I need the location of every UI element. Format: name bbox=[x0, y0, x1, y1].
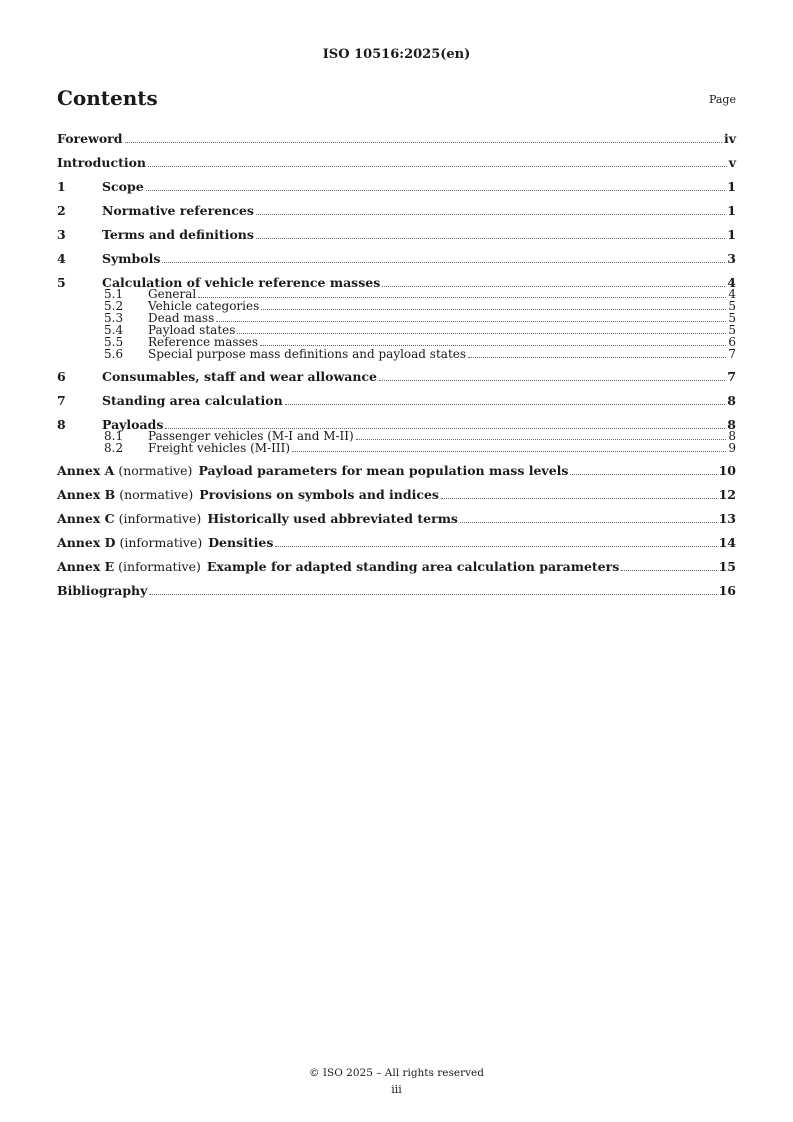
toc-entry-number: 2 bbox=[57, 203, 66, 218]
dot-leader bbox=[570, 474, 716, 475]
toc-entry-page: 1 bbox=[727, 227, 736, 242]
toc-entry[interactable] bbox=[57, 556, 736, 580]
toc-subentry-label: Payload states bbox=[148, 323, 236, 337]
page-title: Contents bbox=[57, 86, 158, 110]
toc-entry[interactable] bbox=[57, 224, 736, 248]
toc-entry[interactable] bbox=[57, 580, 736, 604]
toc-subentry-number: 8.2 bbox=[104, 441, 124, 455]
toc-subentry-page: 8 bbox=[728, 429, 736, 443]
toc-subentry-page: 5 bbox=[728, 323, 736, 337]
toc-entry-label: Bibliography bbox=[57, 583, 148, 598]
page-number: iii bbox=[391, 1083, 402, 1096]
toc-subentry-page: 9 bbox=[728, 441, 736, 455]
toc-entry-number: 6 bbox=[57, 369, 66, 384]
annex-prefix: Annex A bbox=[57, 463, 115, 478]
dot-leader bbox=[468, 357, 726, 358]
toc-entry[interactable] bbox=[57, 390, 736, 414]
toc-entry[interactable] bbox=[57, 152, 736, 176]
dot-leader bbox=[148, 166, 727, 167]
toc-entry-page: 13 bbox=[718, 511, 736, 526]
dot-leader bbox=[285, 404, 726, 405]
toc-entry-label: Provisions on symbols and indices bbox=[199, 487, 439, 502]
dot-leader bbox=[260, 345, 726, 346]
toc-entry-label: Normative references bbox=[102, 203, 254, 218]
toc-entry-number: 3 bbox=[57, 227, 66, 242]
toc-subentry-label: Passenger vehicles (M-I and M-II) bbox=[148, 429, 354, 443]
toc-entry-label: Terms and definitions bbox=[102, 227, 254, 242]
toc-entry-page: 15 bbox=[718, 559, 736, 574]
annex-kind: (informative) bbox=[119, 535, 203, 550]
dot-leader bbox=[356, 439, 727, 440]
toc-subentry[interactable] bbox=[57, 442, 736, 454]
table-of-contents bbox=[57, 128, 736, 604]
toc-entry-label: Introduction bbox=[57, 155, 147, 170]
dot-leader bbox=[621, 570, 716, 571]
toc-entry-page: 14 bbox=[718, 535, 736, 550]
annex-kind: (informative) bbox=[118, 511, 202, 526]
toc-entry[interactable] bbox=[57, 176, 736, 200]
dot-leader bbox=[261, 309, 726, 310]
toc-subentry-number: 5.6 bbox=[104, 347, 124, 361]
page-column-label: Page bbox=[708, 93, 736, 106]
toc-subentry-number: 5.3 bbox=[104, 311, 124, 325]
toc-entry-number: 5 bbox=[57, 275, 66, 290]
annex-prefix: Annex B bbox=[57, 487, 116, 502]
annex-kind: (normative) bbox=[119, 487, 194, 502]
toc-entry-page: 10 bbox=[718, 463, 736, 478]
dot-leader bbox=[379, 380, 725, 381]
toc-entry-page: 1 bbox=[727, 179, 736, 194]
annex-prefix: Annex E bbox=[57, 559, 115, 574]
dot-leader bbox=[382, 286, 725, 287]
dot-leader bbox=[256, 214, 725, 215]
toc-entry-page: 1 bbox=[727, 203, 736, 218]
toc-subentry-label: Freight vehicles (M-III) bbox=[148, 441, 291, 455]
toc-entry-page: 7 bbox=[727, 369, 736, 384]
toc-entry-number: 1 bbox=[57, 179, 66, 194]
toc-entry-label: Symbols bbox=[102, 251, 161, 266]
toc-subentry-page: 6 bbox=[728, 335, 736, 349]
toc-subentry-page: 5 bbox=[728, 299, 736, 313]
toc-subentry-number: 5.1 bbox=[104, 287, 124, 301]
toc-entry-label: Payloads bbox=[102, 417, 164, 432]
toc-subentry-number: 5.2 bbox=[104, 299, 124, 313]
toc-entry-label: Calculation of vehicle reference masses bbox=[102, 275, 381, 290]
toc-subentry-number: 5.5 bbox=[104, 335, 124, 349]
toc-entry-number: 4 bbox=[57, 251, 66, 266]
toc-entry[interactable] bbox=[57, 366, 736, 390]
toc-entry-label: Scope bbox=[102, 179, 144, 194]
annex-prefix: Annex C bbox=[57, 511, 115, 526]
toc-entry[interactable] bbox=[57, 484, 736, 508]
document-header: ISO 10516:2025(en) bbox=[322, 47, 471, 62]
dot-leader bbox=[149, 594, 716, 595]
toc-entry[interactable] bbox=[57, 200, 736, 224]
toc-subentry-label: Reference masses bbox=[148, 335, 258, 349]
toc-entry-label: Foreword bbox=[57, 131, 123, 146]
copyright-footer: © ISO 2025 – All rights reserved bbox=[309, 1067, 484, 1079]
toc-subentry-page: 7 bbox=[728, 347, 736, 361]
toc-subentry-label: Vehicle categories bbox=[148, 299, 260, 313]
toc-subentry-number: 5.4 bbox=[104, 323, 124, 337]
toc-subentry-page: 5 bbox=[728, 311, 736, 325]
toc-subentry-number: 8.1 bbox=[104, 429, 124, 443]
toc-entry[interactable] bbox=[57, 532, 736, 556]
annex-kind: (normative) bbox=[118, 463, 193, 478]
annex-prefix: Annex D bbox=[57, 535, 116, 550]
toc-entry[interactable] bbox=[57, 460, 736, 484]
toc-entry-number: 8 bbox=[57, 417, 66, 432]
toc-entry-page: iv bbox=[723, 131, 736, 146]
toc-subentry-page: 4 bbox=[728, 287, 736, 301]
dot-leader bbox=[237, 333, 726, 334]
dot-leader bbox=[441, 498, 717, 499]
toc-entry[interactable] bbox=[57, 128, 736, 152]
toc-entry-label: Historically used abbreviated terms bbox=[207, 511, 458, 526]
toc-entry-label: Densities bbox=[208, 535, 274, 550]
annex-kind: (informative) bbox=[118, 559, 201, 574]
toc-entry-page: 12 bbox=[718, 487, 736, 502]
toc-entry-page: v bbox=[728, 155, 736, 170]
dot-leader bbox=[162, 262, 725, 263]
dot-leader bbox=[125, 142, 722, 143]
dot-leader bbox=[256, 238, 725, 239]
dot-leader bbox=[460, 522, 717, 523]
toc-entry-label: Standing area calculation bbox=[102, 393, 283, 408]
toc-entry-number: 7 bbox=[57, 393, 66, 408]
toc-subentry-label: General bbox=[148, 287, 197, 301]
toc-entry-page: 16 bbox=[718, 583, 736, 598]
toc-entry-label: Payload parameters for mean population mass levels bbox=[198, 463, 569, 478]
toc-entry-page: 8 bbox=[727, 393, 736, 408]
dot-leader bbox=[292, 451, 726, 452]
dot-leader bbox=[275, 546, 716, 547]
toc-subentry-label: Dead mass bbox=[148, 311, 215, 325]
toc-subentry-label: Special purpose mass definitions and payload states bbox=[148, 347, 467, 361]
toc-entry[interactable] bbox=[57, 414, 736, 430]
dot-leader bbox=[198, 297, 726, 298]
toc-entry-label: Consumables, staff and wear allowance bbox=[102, 369, 378, 384]
toc-entry[interactable] bbox=[57, 248, 736, 272]
toc-entry-page: 4 bbox=[727, 275, 736, 290]
toc-entry[interactable] bbox=[57, 508, 736, 532]
toc-entry-page: 8 bbox=[727, 417, 736, 432]
toc-subentry[interactable] bbox=[57, 348, 736, 360]
dot-leader bbox=[216, 321, 726, 322]
toc-entry-page: 3 bbox=[727, 251, 736, 266]
toc-entry[interactable] bbox=[57, 272, 736, 288]
toc-entry-label: Example for adapted standing area calculation parameters bbox=[206, 559, 620, 574]
dot-leader bbox=[146, 190, 726, 191]
